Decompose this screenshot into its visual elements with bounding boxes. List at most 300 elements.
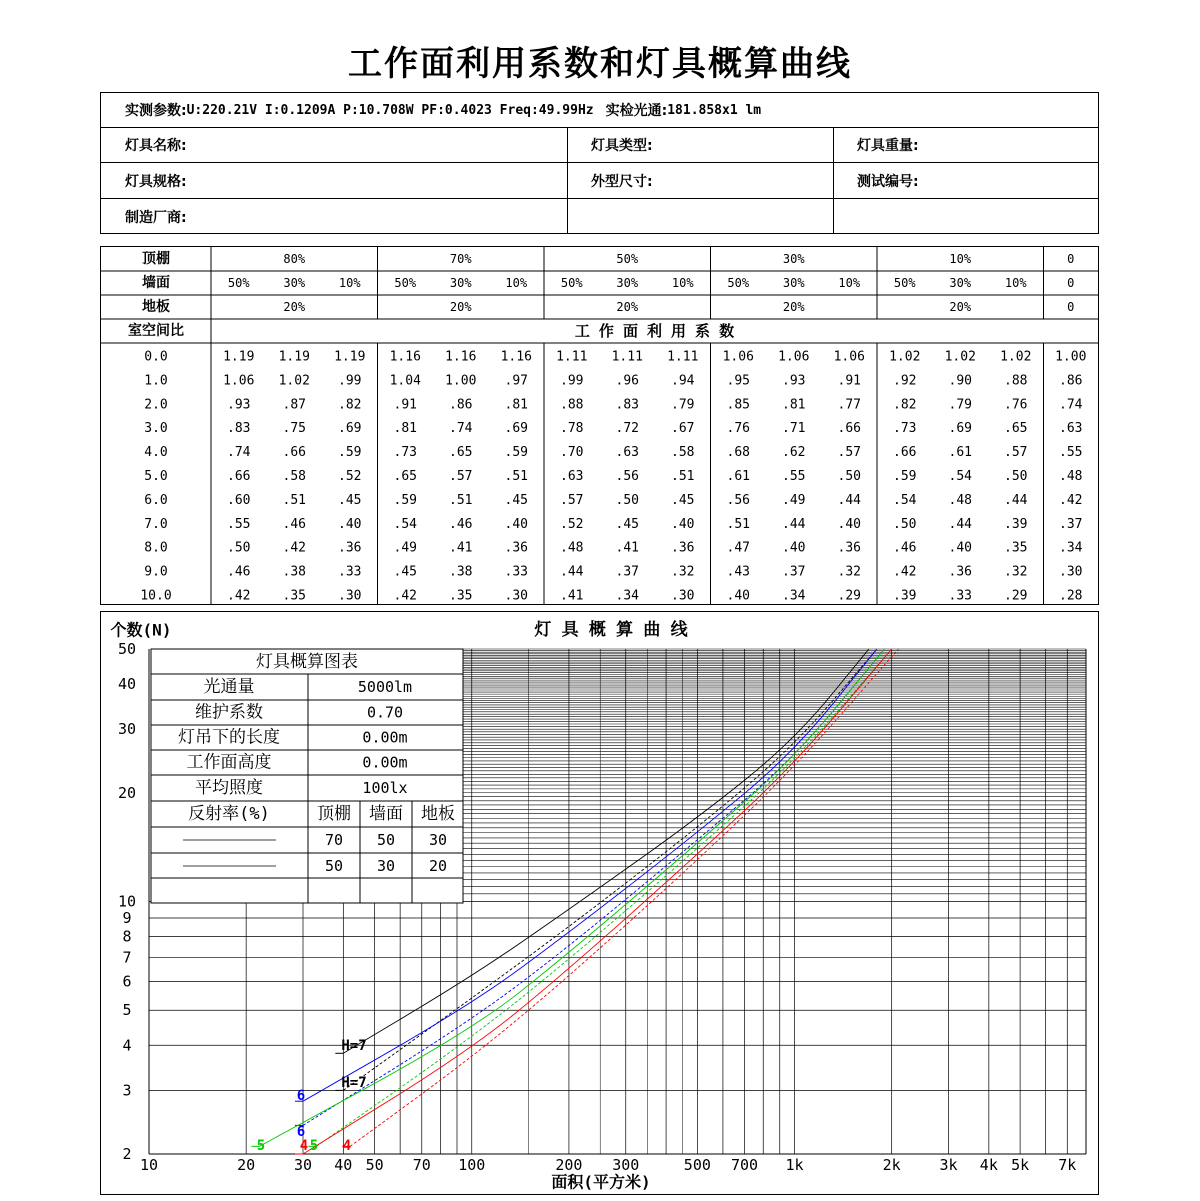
wall-value: 50% xyxy=(560,276,583,290)
rcr-value: 4.0 xyxy=(144,445,168,461)
coef-cell: .88 xyxy=(560,397,584,413)
y-tick-label: 4 xyxy=(122,1036,132,1055)
legend-row-value: 0.70 xyxy=(366,703,404,722)
coef-cell: .40 xyxy=(782,540,806,556)
row-label: 地板 xyxy=(142,299,170,315)
coef-cell: .76 xyxy=(726,421,750,437)
spec-label: 灯具规格: xyxy=(125,173,187,190)
coef-cell: .90 xyxy=(948,373,972,389)
wall-value: 30% xyxy=(782,276,805,290)
coef-cell: .79 xyxy=(671,397,695,413)
type-label: 灯具类型: xyxy=(591,138,653,154)
coef-cell: .96 xyxy=(615,373,639,389)
coef-cell: .74 xyxy=(227,445,251,461)
wall-value: 10% xyxy=(671,276,694,290)
y-tick-label: 30 xyxy=(117,720,137,739)
legend-refl-header: 顶棚 xyxy=(317,804,351,824)
coef-cell: .99 xyxy=(560,373,584,389)
coef-cell: .99 xyxy=(338,373,362,389)
coef-cell: 1.02 xyxy=(1000,349,1032,365)
coef-cell: .36 xyxy=(837,540,861,556)
curve-label: H=7 xyxy=(341,1038,367,1054)
coef-cell: .59 xyxy=(338,445,362,461)
coef-cell: .82 xyxy=(893,397,917,413)
legend-row-label: 平均照度 xyxy=(195,778,263,798)
coefficient-table xyxy=(100,246,1099,605)
coef-cell: .50 xyxy=(893,516,917,532)
coef-cell: .63 xyxy=(560,469,584,484)
coef-cell: .56 xyxy=(615,469,639,484)
legend-refl-header: 墙面 xyxy=(369,804,403,824)
y-tick-label: 5 xyxy=(122,1001,132,1020)
floor-value: 0 xyxy=(1067,300,1075,314)
coef-cell: .68 xyxy=(726,445,750,461)
ceiling-value: 50% xyxy=(616,252,639,266)
y-tick-label: 9 xyxy=(122,909,132,928)
coef-cell: .30 xyxy=(338,588,362,604)
wall-value: 10% xyxy=(505,276,528,290)
wall-value: 30% xyxy=(449,276,472,290)
coef-cell: .66 xyxy=(227,469,251,484)
coef-cell: .30 xyxy=(504,588,528,604)
x-tick-label: 20 xyxy=(237,1156,256,1174)
rcr-value: 2.0 xyxy=(144,397,168,413)
coef-cell: .42 xyxy=(227,588,251,604)
info-box xyxy=(100,92,1099,234)
coef-cell: .54 xyxy=(893,492,917,508)
coef-cell: .42 xyxy=(1059,492,1083,508)
legend-row-value: 0.00m xyxy=(362,728,408,747)
y-tick-label: 6 xyxy=(122,972,132,991)
legend-row-label: 灯吊下的长度 xyxy=(178,727,280,748)
coef-cell: .86 xyxy=(1059,373,1083,389)
legend-row-label: 光通量 xyxy=(203,677,255,697)
x-axis-label: 面积(平方米) xyxy=(551,1172,651,1192)
x-tick-label: 4k xyxy=(979,1156,998,1174)
wall-value: 50% xyxy=(227,276,250,290)
coef-cell: .58 xyxy=(671,445,695,461)
coef-cell: 1.02 xyxy=(278,373,310,389)
coef-cell: .44 xyxy=(1004,492,1028,508)
legend-row-value: 100lx xyxy=(362,779,408,797)
wall-value: 30% xyxy=(616,276,639,290)
coef-cell: .51 xyxy=(726,516,750,532)
measured-values: U:220.21V I:0.1209A P:10.708W PF:0.4023 Freq:49.99Hz xyxy=(186,102,594,118)
legend-row-label: 维护系数 xyxy=(195,702,263,723)
coef-cell: .74 xyxy=(1059,397,1083,413)
coef-cell: .35 xyxy=(282,588,306,604)
coef-cell: .42 xyxy=(893,564,917,580)
coef-cell: 1.00 xyxy=(1055,349,1087,365)
coef-cell: .50 xyxy=(837,469,861,484)
legend-refl-value: 20 xyxy=(428,857,448,875)
coef-cell: .35 xyxy=(1004,540,1028,556)
coef-cell: .28 xyxy=(1059,588,1083,604)
coef-cell: .41 xyxy=(560,588,584,604)
coef-cell: .46 xyxy=(449,516,473,532)
x-tick-label: 3k xyxy=(939,1156,958,1174)
y-tick-label: 3 xyxy=(122,1081,132,1100)
legend-refl-value: 30 xyxy=(376,857,396,875)
coef-cell: .46 xyxy=(893,540,917,556)
name-row xyxy=(101,128,1098,163)
coef-cell: .67 xyxy=(671,421,695,437)
legend-row-label: 工作面高度 xyxy=(186,752,272,773)
coef-cell: .66 xyxy=(837,421,861,437)
wall-value: 30% xyxy=(949,276,972,290)
coef-cell: .79 xyxy=(948,397,972,413)
legend-refl-value: 70 xyxy=(324,831,344,849)
chart-title: 灯 具 概 算 曲 线 xyxy=(534,620,688,640)
coef-cell: .44 xyxy=(560,564,584,580)
flux-label: 实检光通: xyxy=(605,103,668,119)
rcr-value: 7.0 xyxy=(144,516,168,532)
coef-cell: .39 xyxy=(1004,516,1028,532)
coef-cell: .34 xyxy=(1059,540,1083,556)
wall-value: 50% xyxy=(727,276,750,290)
coef-cell: .59 xyxy=(893,469,917,484)
coef-cell: .32 xyxy=(671,564,695,580)
wall-value: 30% xyxy=(283,276,306,290)
coef-cell: .91 xyxy=(837,373,861,389)
coef-cell: .33 xyxy=(948,588,972,604)
floor-value: 20% xyxy=(449,300,472,314)
floor-value: 20% xyxy=(616,300,639,314)
rcr-value: 5.0 xyxy=(144,469,168,484)
row-label: 室空间比 xyxy=(128,323,184,339)
curve-label: 4 xyxy=(342,1138,352,1154)
coef-cell: .69 xyxy=(338,421,362,437)
estimate-chart-svg xyxy=(101,612,1098,1194)
coef-cell: .36 xyxy=(671,540,695,556)
coef-cell: .32 xyxy=(837,564,861,580)
coef-cell: .57 xyxy=(560,492,584,508)
coef-cell: .39 xyxy=(893,588,917,604)
coef-cell: .61 xyxy=(726,469,750,484)
coef-cell: .42 xyxy=(393,588,417,604)
coef-cell: .54 xyxy=(393,516,417,532)
y-tick-label: 20 xyxy=(117,783,137,802)
y-axis-label: 个数(N) xyxy=(110,620,172,640)
coef-cell: .83 xyxy=(227,421,251,437)
coef-cell: .59 xyxy=(393,492,417,508)
coef-cell: .72 xyxy=(615,421,639,437)
coef-cell: .40 xyxy=(671,516,695,532)
x-tick-label: 7k xyxy=(1058,1156,1077,1174)
coef-cell: .77 xyxy=(837,397,861,413)
coef-cell: 1.06 xyxy=(223,373,255,389)
coef-cell: .61 xyxy=(948,445,972,461)
coef-cell: .49 xyxy=(782,492,806,508)
x-tick-label: 10 xyxy=(139,1156,159,1174)
coef-cell: .41 xyxy=(449,540,473,556)
coef-cell: 1.02 xyxy=(944,349,976,365)
coef-cell: .81 xyxy=(782,397,806,413)
coef-cell: .97 xyxy=(504,373,528,389)
coef-cell: 1.19 xyxy=(223,349,255,365)
coef-cell: .51 xyxy=(449,492,473,508)
coef-cell: .36 xyxy=(338,540,362,556)
coef-cell: 1.11 xyxy=(556,349,588,365)
coef-cell: .66 xyxy=(282,445,306,461)
coef-cell: .86 xyxy=(449,397,473,413)
coef-cell: 1.06 xyxy=(778,349,810,365)
y-tick-label: 50 xyxy=(117,640,137,658)
coef-cell: .30 xyxy=(1059,564,1083,580)
coef-cell: .50 xyxy=(1004,469,1028,484)
rcr-value: 6.0 xyxy=(144,492,168,508)
maker-row xyxy=(101,199,1098,234)
row-label: 墙面 xyxy=(142,275,170,291)
coef-cell: .46 xyxy=(282,516,306,532)
x-tick-label: 30 xyxy=(293,1156,313,1174)
x-tick-label: 700 xyxy=(730,1156,759,1174)
coef-cell: .85 xyxy=(726,397,750,413)
coef-cell: .33 xyxy=(338,564,362,580)
x-tick-label: 300 xyxy=(612,1156,640,1174)
coef-cell: .60 xyxy=(227,492,251,508)
coef-cell: .58 xyxy=(282,469,306,484)
coef-cell: .48 xyxy=(560,540,584,556)
coef-cell: 1.16 xyxy=(445,349,477,365)
legend-row-value: 5000lm xyxy=(357,678,413,696)
legend-title: 灯具概算图表 xyxy=(256,652,358,672)
coef-cell: .30 xyxy=(671,588,695,604)
ceiling-value: 80% xyxy=(283,252,306,266)
curve-label: 6 xyxy=(296,1088,306,1104)
coef-cell: .34 xyxy=(615,588,639,604)
coef-cell: .54 xyxy=(948,469,972,484)
coef-cell: .29 xyxy=(1004,588,1028,604)
coef-cell: .40 xyxy=(726,588,750,604)
curve-label: 5 xyxy=(256,1138,266,1154)
coef-cell: .70 xyxy=(560,445,584,461)
coef-cell: .51 xyxy=(282,492,306,508)
coef-cell: .44 xyxy=(837,492,861,508)
coef-cell: .40 xyxy=(837,516,861,532)
floor-value: 20% xyxy=(949,300,972,314)
coef-cell: .33 xyxy=(504,564,528,580)
ceiling-value: 70% xyxy=(449,252,472,266)
coef-cell: .66 xyxy=(893,445,917,461)
curve-label: 5 xyxy=(309,1138,319,1154)
coef-cell: .32 xyxy=(1004,564,1028,580)
coef-cell: 1.19 xyxy=(334,349,366,365)
ceiling-value: 0 xyxy=(1067,252,1075,266)
estimate-chart xyxy=(100,611,1099,1195)
coef-cell: .37 xyxy=(615,564,639,580)
coef-cell: .69 xyxy=(948,421,972,437)
name-label: 灯具名称: xyxy=(125,138,187,154)
coef-cell: .93 xyxy=(227,397,251,413)
coef-cell: .74 xyxy=(449,421,473,437)
curve-label: 6 xyxy=(296,1124,306,1140)
rcr-value: 10.0 xyxy=(140,588,172,604)
coefficient-grid xyxy=(101,247,1098,604)
x-tick-label: 50 xyxy=(365,1156,384,1174)
rcr-value: 8.0 xyxy=(144,540,168,556)
legend-refl-label: 反射率(%) xyxy=(188,804,270,824)
coef-cell: 1.16 xyxy=(500,349,532,365)
coef-cell: .69 xyxy=(504,421,528,437)
coef-cell: .38 xyxy=(449,564,473,580)
coef-cell: .34 xyxy=(782,588,806,604)
coef-cell: 1.02 xyxy=(889,349,921,365)
coef-cell: .57 xyxy=(1004,445,1028,461)
legend-box xyxy=(151,649,463,903)
coef-cell: 1.16 xyxy=(389,349,421,365)
floor-value: 20% xyxy=(782,300,805,314)
rcr-value: 3.0 xyxy=(144,421,168,437)
coef-cell: 1.04 xyxy=(389,373,421,389)
coef-cell: 1.06 xyxy=(833,349,865,365)
coef-cell: .50 xyxy=(615,492,639,508)
coef-cell: .73 xyxy=(393,445,417,461)
coef-cell: .78 xyxy=(560,421,584,437)
measured-label: 实测参数: xyxy=(125,103,187,119)
legend-refl-header: 地板 xyxy=(421,804,455,824)
coef-cell: .36 xyxy=(948,564,972,580)
coef-cell: .94 xyxy=(671,373,695,389)
ceiling-value: 10% xyxy=(949,252,972,266)
ceiling-value: 30% xyxy=(782,252,805,266)
coef-cell: .51 xyxy=(504,469,528,484)
coef-cell: .47 xyxy=(726,540,750,556)
coef-cell: .57 xyxy=(449,469,473,484)
coef-cell: .41 xyxy=(615,540,639,556)
coef-cell: .49 xyxy=(393,540,417,556)
coef-cell: .48 xyxy=(1059,469,1083,484)
wall-value: 0 xyxy=(1067,276,1075,290)
coef-cell: .75 xyxy=(282,421,306,437)
coef-cell: .55 xyxy=(782,469,806,484)
x-tick-label: 70 xyxy=(412,1156,431,1174)
coef-cell: .87 xyxy=(282,397,306,413)
test-no-label: 测试编号: xyxy=(857,173,919,190)
coef-cell: .46 xyxy=(227,564,251,580)
coef-cell: .40 xyxy=(504,516,528,532)
coef-cell: .88 xyxy=(1004,373,1028,389)
y-tick-label: 10 xyxy=(117,892,137,911)
coef-cell: .73 xyxy=(893,421,917,437)
coef-cell: .40 xyxy=(948,540,972,556)
rcr-value: 0.0 xyxy=(144,349,168,365)
wall-value: 10% xyxy=(838,276,861,290)
spec-row xyxy=(101,163,1098,199)
wall-value: 50% xyxy=(394,276,417,290)
page-title: 工作面利用系数和灯具概算曲线 xyxy=(348,44,852,84)
coef-cell: .44 xyxy=(782,516,806,532)
y-tick-label: 7 xyxy=(122,948,132,967)
coef-cell: .65 xyxy=(393,469,417,484)
coef-cell: .37 xyxy=(1059,516,1083,532)
x-tick-label: 100 xyxy=(458,1156,486,1174)
wall-value: 10% xyxy=(1004,276,1027,290)
y-tick-label: 2 xyxy=(122,1145,132,1163)
x-tick-label: 40 xyxy=(334,1156,353,1174)
x-tick-label: 1k xyxy=(785,1156,804,1174)
coef-cell: .44 xyxy=(948,516,972,532)
coef-cell: 1.11 xyxy=(667,349,699,365)
legend-refl-value: 50 xyxy=(324,857,344,875)
wall-value: 10% xyxy=(338,276,361,290)
coef-cell: .81 xyxy=(393,421,417,437)
coef-cell: .36 xyxy=(504,540,528,556)
coef-cell: 1.00 xyxy=(445,373,477,389)
floor-value: 20% xyxy=(283,300,306,314)
coef-cell: .45 xyxy=(671,492,695,508)
rcr-value: 9.0 xyxy=(144,564,168,580)
coef-cell: .29 xyxy=(837,588,861,604)
coef-cell: .83 xyxy=(615,397,639,413)
coef-cell: .37 xyxy=(782,564,806,580)
legend-table xyxy=(151,649,463,903)
section-title: 工 作 面 利 用 系 数 xyxy=(574,322,735,340)
row-label: 顶棚 xyxy=(142,251,170,267)
coef-cell: .71 xyxy=(782,421,806,437)
coef-cell: .62 xyxy=(782,445,806,461)
coef-cell: .45 xyxy=(393,564,417,580)
coef-cell: .65 xyxy=(1004,421,1028,437)
coef-cell: .55 xyxy=(227,516,251,532)
coef-cell: 1.11 xyxy=(611,349,643,365)
y-tick-label: 40 xyxy=(117,675,137,694)
coef-cell: .52 xyxy=(560,516,584,532)
coef-cell: .35 xyxy=(449,588,473,604)
coef-cell: 1.19 xyxy=(278,349,310,365)
coef-cell: .76 xyxy=(1004,397,1028,413)
coef-cell: .63 xyxy=(615,445,639,461)
coef-cell: .65 xyxy=(449,445,473,461)
coef-cell: .45 xyxy=(615,516,639,532)
curve-label: H=7 xyxy=(341,1075,367,1091)
curve-label: 4 xyxy=(299,1138,309,1154)
rcr-value: 1.0 xyxy=(144,373,168,389)
x-tick-label: 2k xyxy=(882,1156,901,1174)
coef-cell: .45 xyxy=(338,492,362,508)
coef-cell: .91 xyxy=(393,397,417,413)
weight-label: 灯具重量: xyxy=(857,138,919,154)
coef-cell: .82 xyxy=(338,397,362,413)
coef-cell: .59 xyxy=(504,445,528,461)
x-tick-label: 500 xyxy=(683,1156,711,1174)
coef-cell: .50 xyxy=(227,540,251,556)
coef-cell: .55 xyxy=(1059,445,1083,461)
x-tick-label: 200 xyxy=(555,1156,583,1174)
size-label: 外型尺寸: xyxy=(591,173,653,190)
flux-value: 181.858x1 lm xyxy=(667,102,762,118)
coef-cell: .92 xyxy=(893,373,917,389)
coef-cell: .57 xyxy=(837,445,861,461)
legend-refl-value: 50 xyxy=(376,831,396,849)
legend-refl-value: 30 xyxy=(428,831,448,849)
coef-cell: .43 xyxy=(726,564,750,580)
coef-cell: .51 xyxy=(671,469,695,484)
legend-row-value: 0.00m xyxy=(362,753,408,772)
coef-cell: .93 xyxy=(782,373,806,389)
coef-cell: 1.06 xyxy=(722,349,754,365)
coef-cell: .81 xyxy=(504,397,528,413)
coef-cell: .52 xyxy=(338,469,362,484)
coef-cell: .95 xyxy=(726,373,750,389)
coef-cell: .48 xyxy=(948,492,972,508)
measured-row xyxy=(101,93,1098,128)
coef-cell: .38 xyxy=(282,564,306,580)
coef-cell: .63 xyxy=(1059,421,1083,437)
coef-cell: .42 xyxy=(282,540,306,556)
coef-cell: .45 xyxy=(504,492,528,508)
y-tick-label: 8 xyxy=(122,927,132,946)
